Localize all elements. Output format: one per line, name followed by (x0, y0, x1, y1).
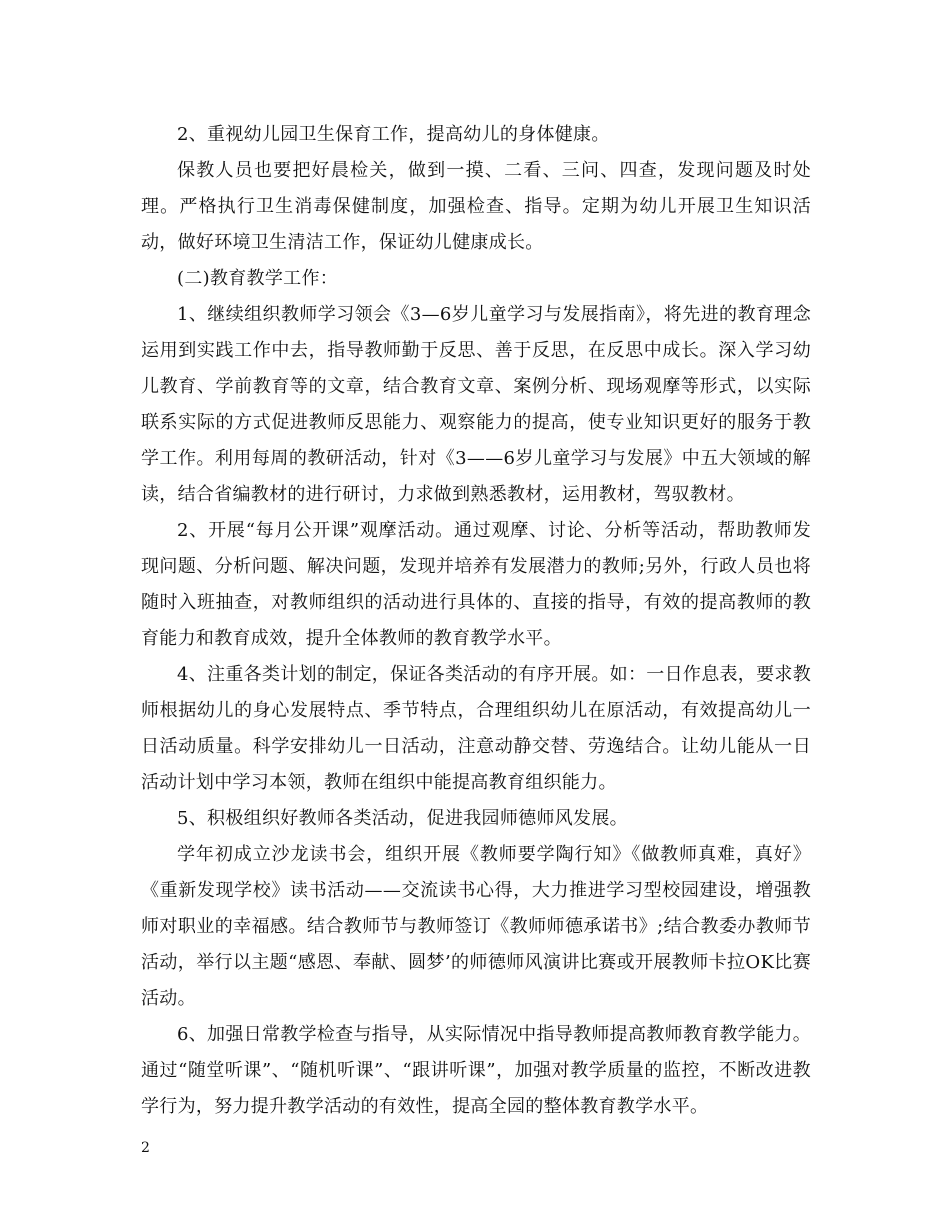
paragraph-section-education: (二)教育教学工作： (177, 268, 339, 289)
paragraph-study-guide: 1、继续组织教师学习领会《3—6岁儿童学习与发展指南》，将先进的教育理念运用到实践工作中去，指导教师勤于反思、善于反思，在反思中成长。深入学习幼儿教育、学前教育等的文章，结合教育文章、案例分析、现场观摩等形式，以实际联系实际的方式促进教师反思能力、观察能力的提高，使专业知识更好的服务于教学工作。利用每周的教研活动，针对《3——6岁儿童学习与发展》中五大领域的解读，结合省编教材的进行研讨，力求做到熟悉教材，运用教材，驾驭教材。 (141, 304, 811, 505)
paragraph-open-class: 2、开展“每月公开课”观摩活动。通过观摩、讨论、分析等活动，帮助教师发现问题、分析问题、解决问题，发现并培养有发展潜力的教师;另外，行政人员也将随时入班抽查，对教师组织的活动进行具体的、直接的指导，有效的提高教师的教育能力和教育成效，提升全体教师的教育教学水平。 (141, 520, 811, 649)
paragraph-morning-check: 保教人员也要把好晨检关，做到一摸、二看、三问、四查，发现问题及时处理。严格执行卫生消毒保健制度，加强检查、指导。定期为幼儿开展卫生知识活动，做好环境卫生清洁工作，保证幼儿健康成长。 (141, 160, 811, 253)
paragraph-inspection: 6、加强日常教学检查与指导，从实际情况中指导教师提高教师教育教学能力。通过“随堂听课”、“随机听课”、“跟讲听课”，加强对教学质量的监控，不断改进教学行为，努力提升教学活动的有效性，提高全园的整体教育教学水平。 (141, 1024, 811, 1117)
paragraph-teacher-activities: 5、积极组织好教师各类活动，促进我园师德师风发展。 (177, 808, 628, 829)
page-number: 2 (141, 1140, 150, 1156)
paragraph-planning: 4、注重各类计划的制定，保证各类活动的有序开展。如：一日作息表，要求教师根据幼儿的身心发展特点、季节特点，合理组织幼儿在原活动，有效提高幼儿一日活动质量。科学安排幼儿一日活动，注意动静交替、劳逸结合。让幼儿能从一日活动计划中学习本领，教师在组织中能提高教育组织能力。 (141, 664, 811, 793)
paragraph-reading-club: 学年初成立沙龙读书会，组织开展《教师要学陶行知》《做教师真难，真好》《重新发现学校》读书活动——交流读书心得，大力推进学习型校园建设，增强教师对职业的幸福感。结合教师节与教师签订《教师师德承诺书》;结合教委办教师节活动，举行以主题“感恩、奉献、圆梦’的师德师风演讲比赛或开展教师卡拉OK比赛活动。 (141, 844, 811, 1009)
paragraph-hygiene-heading: 2、重视幼儿园卫生保育工作，提高幼儿的身体健康。 (177, 124, 610, 145)
document-body (141, 117, 811, 1125)
